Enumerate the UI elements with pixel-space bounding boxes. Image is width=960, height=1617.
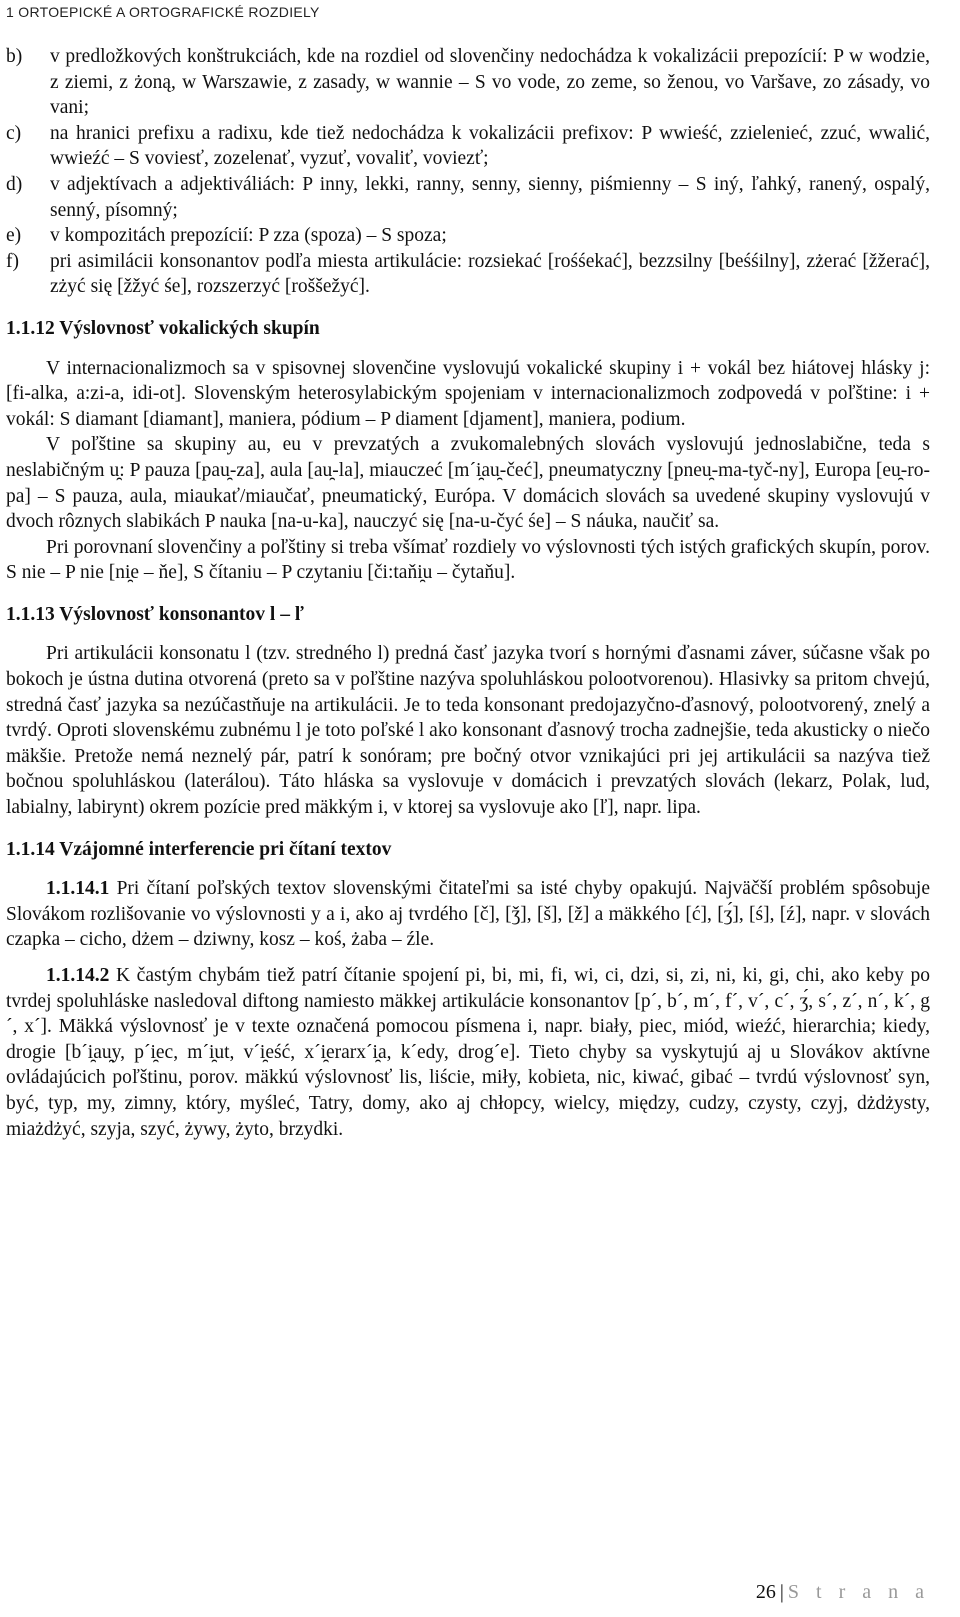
list-text: v kompozitách prepozícií: P zza (spoza) – S spoza;: [50, 225, 447, 247]
paragraph: Pri artikulácii konsonatu l (tzv. stredného l) predná časť jazyka tvorí s hornými ďasnami záver, súčasne však po bokoch je ústna dutina otvorená (preto sa v poľštine nazýva spoluhláskou polootvorenou). Hlasivky sa pritom chvejú, stredná časť jazyka sa nezúčastňuje na artikulácii. Je to teda konsonant predojazyčno-ďasnový, polootvorený, znelý a tvrdý. Oproti slovenskému zubnému l je toto poľské l ako konsonant ďasnový trocha zadnejšie, teda akusticky o niečo mäkšie. Pretože nemá neznelý pár, patrí k sonóram; pre bočný otvor vznikajúci pri jej artikulácii sa nazýva tiež bočnou spoluhláskou (laterálou). Táto hláska sa vyslovuje v domácich i prevzatých slovách (lekarz, Polak, lud, labialny, labirynt) okrem pozície pred mäkkým i, v ktorej sa vyslovuje ako [ľ], napr. lipa.: [6, 643, 930, 819]
list-text: na hranici prefixu a radixu, kde tiež nedochádza k vokalizácii prefixov: P wwieść, zzielenieć, zzuć, wwalić, wwieźć – S voviesť, zozelenať, vyzuť, vovaliť, voviezť;: [50, 122, 930, 170]
section-heading: 1.1.13 Výslovnosť konsonantov l – ľ: [6, 603, 304, 625]
footer-separator: |: [779, 1581, 784, 1603]
subsection-number: 1.1.14.1: [46, 878, 110, 900]
list-item: [6, 249, 930, 300]
list-item: [6, 121, 930, 172]
page-number: 26: [755, 1581, 776, 1603]
subsection-text: Pri čítaní poľských textov slovenskými čitateľmi sa isté chyby opakujú. Najväčší problém spôsobuje Slovákom rozlišovanie vo výslovnosti y a i, ako aj tvrdého [č], [ǯ], [š], [ž] a mäkkého [ć], [ʒ́], [ś], [ź], napr. v slovách czapka – cicho, dżem – dziwny, kosz – koś, żaba – źle.: [6, 878, 930, 951]
section-heading: 1.1.14 Vzájomné interferencie pri čítaní textov: [6, 838, 392, 860]
list-text: pri asimilácii konsonantov podľa miesta artikulácie: rozsiekać [rośśekać], bezzsilny [beśśilny], zżerać [žžerać], zżyć się [žžyć śe], rozszerzyć [roššežyć].: [50, 250, 930, 298]
list-item: [6, 172, 930, 223]
list-item: [6, 223, 930, 249]
subsection-text: K častým chybám tiež patrí čítanie spojení pi, bi, mi, fi, wi, ci, dzi, si, zi, ni, ki, gi, chi, ako keby po tvrdej spoluhláske nasledoval diftong namiesto mäkkej artikulácie konsonantov [p´, b´, m´, f´, v´, c´, ʒ́, s´, z´, n´, k´, g´, x´]. Mäkká výslovnosť je v texte označená pomocou písmena i, napr. biały, piec, miód, wieźć, hierarchia; kiedy, drogie [b´i̯au̯y, p´i̯ec, m´i̯ut, v´i̯eść, x´i̯erarx´i̯a, k´edy, drog´e]. Tieto chyby sa vyskytujú aj u Slovákov aktívne ovládajúcich poľštinu, porov. mäkkú výslovnosť lis, liście, miły, kobieta, nic, kiwać, gibać – tvrdú výslovnosť syn, być, typ, my, zimny, który, myśleć, Tatry, domy, ako aj chłopcy, wielcy, między, cudzy, czysty, czyj, dżdżysty, miażdżyć, szyja, szyć, żywy, żyto, brzydki.: [6, 965, 930, 1140]
paragraph: V poľštine sa skupiny au, eu v prevzatých a zvukomalebných slovách vyslovujú jednoslabične, teda s neslabičným u̯: P pauza [pau̯-za], aula [au̯-la], miauczeć [m´i̯au̯-čeć], pneumatyczny [pneu̯-ma-tyč-ny], Europa [eu̯-ro-pa] – S pauza, aula, miaukať/miaučať, pneumatický, Európa. V domácich slovách sa uvedené skupiny vyslovujú v dvoch rôznych slabikách P nauka [na-u-ka], nauczyć się [na-u-čyć śe] – S náuka, naučiť sa.: [6, 434, 930, 533]
list-label: b): [6, 46, 23, 67]
paragraph: V internacionalizmoch sa v spisovnej slovenčine vyslovujú vokalické skupiny i + vokál bez hiátovej hlásky j: [fi-alka, a:zi-a, idi-ot]. Slovenským heterosylabickým spojeniam v internacionalizmoch zodpovedá v poľštine: i + vokál: S diamant [diamant], maniera, pódium – P diament [djament], maniera, podium.: [6, 357, 930, 430]
page-footer: [756, 1581, 930, 1604]
section-heading: 1.1.12 Výslovnosť vokalických skupín: [6, 317, 320, 339]
running-header: 1 ORTOEPICKÉ A ORTOGRAFICKÉ ROZDIELY: [6, 4, 320, 20]
list-text: v adjektívach a adjektiváliách: P inny, lekki, ranny, senny, sienny, piśmienny – S iný, ľahký, ranený, ospalý, senný, písomný;: [50, 173, 930, 221]
subsection-number: 1.1.14.2: [46, 965, 110, 986]
paragraph: Pri porovnaní slovenčiny a poľštiny si treba všímať rozdiely vo výslovnosti tých istých grafických skupín, porov. S nie – P nie [ni̯e – ňe], S čítaniu – P czytaniu [či:taňi̯u – čytaňu].: [6, 536, 930, 584]
subsection-paragraph: [6, 876, 930, 953]
subsection-paragraph: [6, 963, 930, 1142]
page-label: S t r a n a: [787, 1581, 930, 1603]
list-label: c): [6, 122, 22, 144]
list-text: v predložkových konštrukciách, kde na rozdiel od slovenčiny nedochádza k vokalizácii prepozícií: P w wodzie, z ziemi, z żoną, w Warszawie, z zasady, w wannie – S vo vode, zo zeme, so ženou, vo Varšave, zo zásady, vo vani;: [50, 46, 930, 119]
list-label: d): [6, 173, 23, 195]
page-body: [6, 44, 930, 1142]
list-item: [6, 44, 930, 121]
list-label: f): [6, 250, 19, 272]
list-label: e): [6, 225, 22, 247]
